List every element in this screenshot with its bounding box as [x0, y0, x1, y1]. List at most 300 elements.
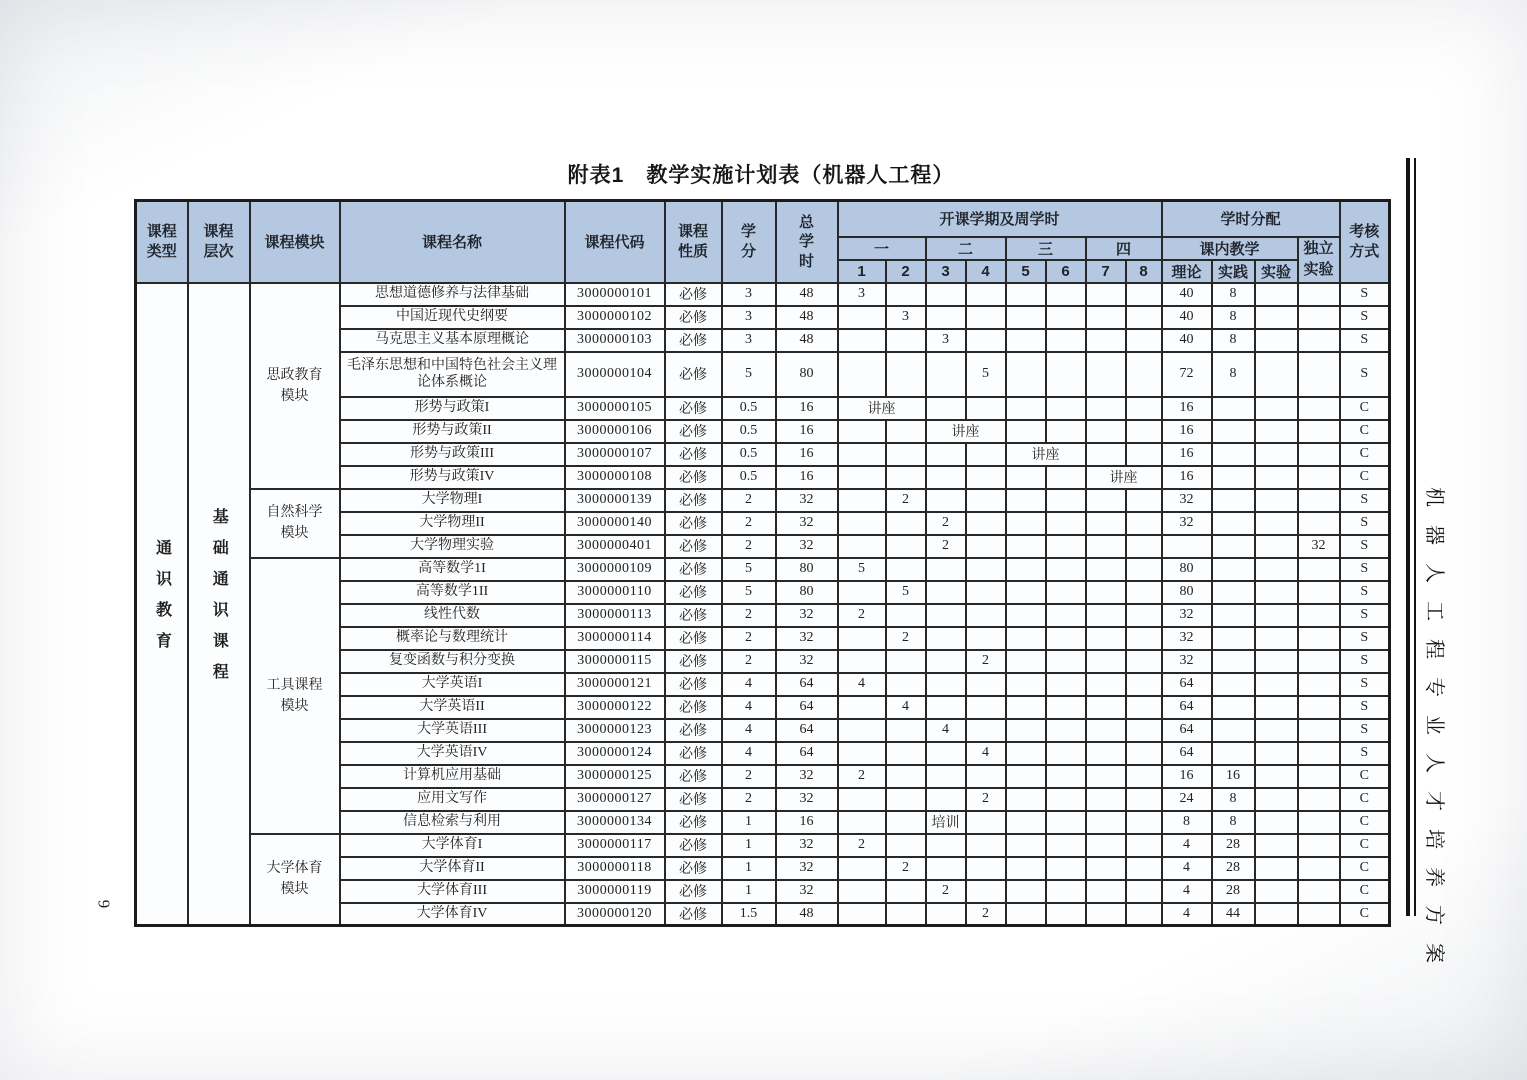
- table-body: [136, 283, 1390, 926]
- credits-cell: 0.5: [722, 443, 776, 466]
- header-experiment: 实验: [1255, 260, 1298, 283]
- semester-cell: [1006, 742, 1046, 765]
- assessment-cell: S: [1340, 306, 1390, 329]
- semester-cell: [1086, 306, 1126, 329]
- semester-cell: [1046, 742, 1086, 765]
- header-course-nature: [665, 201, 722, 283]
- practice-hours-cell: [1212, 604, 1255, 627]
- semester-cell: [1046, 857, 1086, 880]
- course-nature-cell: 必修: [665, 420, 722, 443]
- semester-cell: [1046, 558, 1086, 581]
- semester-cell: [966, 535, 1006, 558]
- semester-cell: [1046, 880, 1086, 903]
- semester-cell: [886, 604, 926, 627]
- practice-hours-cell: [1212, 627, 1255, 650]
- credits-cell: 0.5: [722, 420, 776, 443]
- semester-cell: [966, 880, 1006, 903]
- total-hours-cell: 32: [776, 535, 838, 558]
- practice-hours-cell: 28: [1212, 857, 1255, 880]
- semester-cell: [1006, 857, 1046, 880]
- semester-cell: [838, 420, 886, 443]
- semester-cell: [1126, 329, 1162, 352]
- course-nature-cell: 必修: [665, 765, 722, 788]
- semester-cell: [1006, 558, 1046, 581]
- semester-cell: [1006, 397, 1046, 420]
- course-name-cell: [340, 443, 565, 466]
- credits-cell: 5: [722, 352, 776, 397]
- semester-cell: [886, 535, 926, 558]
- credits-cell: 0.5: [722, 466, 776, 489]
- total-hours-cell: 48: [776, 283, 838, 306]
- semester-cell: [966, 283, 1006, 306]
- course-code-cell: 3000000108: [565, 466, 665, 489]
- independent-hours-cell: [1298, 283, 1340, 306]
- semester-cell: [886, 443, 926, 466]
- experiment-hours-cell: [1255, 352, 1298, 397]
- semester-cell: [1006, 420, 1046, 443]
- course-name-cell: [340, 420, 565, 443]
- header-week-2: 2: [886, 260, 926, 283]
- semester-cell: [838, 627, 886, 650]
- theory-hours-cell: 40: [1162, 306, 1212, 329]
- header-total-hours-text: 总学时: [798, 213, 814, 270]
- semester-cell: 2: [838, 834, 886, 857]
- semester-cell: [966, 673, 1006, 696]
- credits-cell: 4: [722, 696, 776, 719]
- semester-cell: [838, 329, 886, 352]
- course-name-cell-text: 形势与政策II: [412, 423, 492, 439]
- header-theory: 理论: [1162, 260, 1212, 283]
- course-code-cell: 3000000105: [565, 397, 665, 420]
- practice-hours-cell: 8: [1212, 352, 1255, 397]
- course-name-cell-text: 大学物理I: [421, 492, 483, 508]
- course-code-cell: 3000000117: [565, 834, 665, 857]
- practice-hours-cell: 8: [1212, 329, 1255, 352]
- semester-cell: 5: [886, 581, 926, 604]
- semester-cell: [1006, 489, 1046, 512]
- semester-cell: [886, 283, 926, 306]
- table-row: [136, 558, 1390, 581]
- course-name-cell-text: 复变函数与积分变换: [389, 653, 515, 669]
- header-independent-exp-text: 独立实验: [1303, 240, 1334, 278]
- semester-cell: 2: [886, 627, 926, 650]
- experiment-hours-cell: [1255, 880, 1298, 903]
- credits-cell: 4: [722, 673, 776, 696]
- independent-hours-cell: [1298, 581, 1340, 604]
- semester-cell: [838, 719, 886, 742]
- total-hours-cell: 80: [776, 352, 838, 397]
- header-course-code: 课程代码: [565, 201, 665, 283]
- course-name-cell: [340, 581, 565, 604]
- semester-cell: [838, 581, 886, 604]
- practice-hours-cell: [1212, 489, 1255, 512]
- course-name-cell: [340, 673, 565, 696]
- header-week-8: 8: [1126, 260, 1162, 283]
- header-week-5: 5: [1006, 260, 1046, 283]
- semester-cell: 3: [886, 306, 926, 329]
- course-name-cell-text: 概率论与数理统计: [396, 630, 508, 646]
- header-week-6: 6: [1046, 260, 1086, 283]
- header-course-type-text: 课程类型: [146, 222, 177, 260]
- total-hours-cell: 32: [776, 788, 838, 811]
- theory-hours-cell: 32: [1162, 650, 1212, 673]
- semester-cell: [886, 466, 926, 489]
- course-module-cell: [250, 489, 340, 558]
- independent-hours-cell: [1298, 443, 1340, 466]
- assessment-cell: C: [1340, 811, 1390, 834]
- semester-cell: [926, 558, 966, 581]
- header-credits: [722, 201, 776, 283]
- course-nature-cell: 必修: [665, 489, 722, 512]
- semester-cell: [1046, 696, 1086, 719]
- semester-cell: [1046, 512, 1086, 535]
- semester-cell: [1046, 535, 1086, 558]
- header-course-nature-text: 课程性质: [677, 222, 708, 260]
- assessment-cell: C: [1340, 420, 1390, 443]
- total-hours-cell: 16: [776, 811, 838, 834]
- course-nature-cell: 必修: [665, 443, 722, 466]
- course-name-cell-text: 形势与政策IV: [409, 469, 495, 485]
- course-nature-cell: 必修: [665, 352, 722, 397]
- course-code-cell: 3000000119: [565, 880, 665, 903]
- semester-cell: [966, 306, 1006, 329]
- semester-cell: 讲座: [838, 397, 926, 420]
- independent-hours-cell: [1298, 420, 1340, 443]
- semester-cell: [966, 581, 1006, 604]
- practice-hours-cell: [1212, 535, 1255, 558]
- semester-cell: [966, 329, 1006, 352]
- semester-cell: [1046, 329, 1086, 352]
- semester-cell: [926, 466, 966, 489]
- course-name-cell: [340, 352, 565, 397]
- independent-hours-cell: [1298, 329, 1340, 352]
- semester-cell: [838, 489, 886, 512]
- semester-cell: [838, 352, 886, 397]
- semester-cell: [926, 765, 966, 788]
- course-name-cell-text: 大学英语IV: [416, 745, 488, 761]
- total-hours-cell: 32: [776, 627, 838, 650]
- semester-cell: [926, 443, 966, 466]
- course-name-cell-text: 大学物理II: [419, 515, 485, 531]
- semester-cell: [886, 765, 926, 788]
- total-hours-cell: 32: [776, 857, 838, 880]
- course-code-cell: 3000000107: [565, 443, 665, 466]
- semester-cell: [1086, 283, 1126, 306]
- semester-cell: [838, 466, 886, 489]
- semester-cell: [886, 512, 926, 535]
- semester-cell: 5: [966, 352, 1006, 397]
- independent-hours-cell: [1298, 742, 1340, 765]
- theory-hours-cell: 24: [1162, 788, 1212, 811]
- course-code-cell: 3000000109: [565, 558, 665, 581]
- theory-hours-cell: 32: [1162, 489, 1212, 512]
- semester-cell: [838, 443, 886, 466]
- course-code-cell: 3000000401: [565, 535, 665, 558]
- credits-cell: 4: [722, 742, 776, 765]
- course-name-cell-text: 高等数学1I: [418, 561, 486, 577]
- semester-cell: [1086, 420, 1126, 443]
- credits-cell: 3: [722, 306, 776, 329]
- course-code-cell: 3000000104: [565, 352, 665, 397]
- assessment-cell: C: [1340, 765, 1390, 788]
- assessment-cell: S: [1340, 558, 1390, 581]
- assessment-cell: S: [1340, 283, 1390, 306]
- course-name-cell: [340, 880, 565, 903]
- semester-cell: [838, 788, 886, 811]
- experiment-hours-cell: [1255, 489, 1298, 512]
- practice-hours-cell: [1212, 742, 1255, 765]
- semester-cell: 2: [886, 489, 926, 512]
- experiment-hours-cell: [1255, 397, 1298, 420]
- course-nature-cell: 必修: [665, 857, 722, 880]
- credits-cell: 1.5: [722, 903, 776, 926]
- semester-cell: [1126, 443, 1162, 466]
- total-hours-cell: 64: [776, 719, 838, 742]
- semester-cell: 培训: [926, 811, 966, 834]
- course-name-cell: [340, 903, 565, 926]
- course-code-cell: 3000000125: [565, 765, 665, 788]
- semester-cell: [886, 719, 926, 742]
- course-nature-cell: 必修: [665, 535, 722, 558]
- total-hours-cell: 16: [776, 443, 838, 466]
- experiment-hours-cell: [1255, 558, 1298, 581]
- theory-hours-cell: 8: [1162, 811, 1212, 834]
- semester-cell: [966, 604, 1006, 627]
- course-code-cell: 3000000113: [565, 604, 665, 627]
- semester-cell: 2: [966, 650, 1006, 673]
- course-nature-cell: 必修: [665, 903, 722, 926]
- course-name-cell-text: 计算机应用基础: [403, 768, 501, 784]
- course-code-cell: 3000000140: [565, 512, 665, 535]
- semester-cell: [838, 696, 886, 719]
- assessment-cell: S: [1340, 512, 1390, 535]
- semester-cell: [1006, 765, 1046, 788]
- semester-cell: 2: [926, 512, 966, 535]
- course-nature-cell: 必修: [665, 627, 722, 650]
- semester-cell: [966, 719, 1006, 742]
- semester-cell: 讲座: [926, 420, 1006, 443]
- course-module-cell-text: 自然科学模块: [266, 505, 323, 541]
- semester-cell: [1046, 581, 1086, 604]
- semester-cell: [1046, 489, 1086, 512]
- assessment-cell: S: [1340, 719, 1390, 742]
- semester-cell: [926, 788, 966, 811]
- semester-cell: [1126, 696, 1162, 719]
- experiment-hours-cell: [1255, 306, 1298, 329]
- credits-cell: 0.5: [722, 397, 776, 420]
- semester-cell: [838, 512, 886, 535]
- total-hours-cell: 48: [776, 903, 838, 926]
- independent-hours-cell: [1298, 719, 1340, 742]
- semester-cell: [1046, 903, 1086, 926]
- assessment-cell: C: [1340, 880, 1390, 903]
- assessment-cell: S: [1340, 535, 1390, 558]
- experiment-hours-cell: [1255, 765, 1298, 788]
- course-code-cell: 3000000127: [565, 788, 665, 811]
- experiment-hours-cell: [1255, 535, 1298, 558]
- semester-cell: [1126, 420, 1162, 443]
- semester-cell: [1046, 765, 1086, 788]
- course-name-cell-text: 毛泽东思想和中国特色社会主义理论体系概论: [347, 357, 557, 390]
- semester-cell: [1086, 673, 1126, 696]
- total-hours-cell: 80: [776, 581, 838, 604]
- credits-cell: 2: [722, 604, 776, 627]
- course-code-cell: 3000000118: [565, 857, 665, 880]
- semester-cell: [1086, 880, 1126, 903]
- independent-hours-cell: [1298, 880, 1340, 903]
- course-name-cell: [340, 306, 565, 329]
- course-nature-cell: 必修: [665, 650, 722, 673]
- semester-cell: [1006, 696, 1046, 719]
- course-name-cell-text: 线性代数: [424, 607, 480, 623]
- semester-cell: [926, 604, 966, 627]
- semester-cell: [966, 558, 1006, 581]
- course-module-cell-text: 思政教育模块: [266, 367, 323, 404]
- course-name-cell-text: 大学英语III: [417, 722, 487, 738]
- semester-cell: [1086, 765, 1126, 788]
- total-hours-cell: 80: [776, 558, 838, 581]
- semester-cell: [1006, 581, 1046, 604]
- course-name-cell-text: 大学物理实验: [410, 538, 494, 554]
- table-title: 附表1 教学实施计划表（机器人工程）: [567, 164, 955, 187]
- experiment-hours-cell: [1255, 512, 1298, 535]
- course-name-cell-text: 大学英语II: [419, 699, 485, 715]
- independent-hours-cell: [1298, 558, 1340, 581]
- course-nature-cell: 必修: [665, 788, 722, 811]
- semester-cell: [1126, 489, 1162, 512]
- independent-hours-cell: [1298, 352, 1340, 397]
- total-hours-cell: 16: [776, 420, 838, 443]
- semester-cell: 4: [886, 696, 926, 719]
- semester-cell: 5: [838, 558, 886, 581]
- semester-cell: [1086, 489, 1126, 512]
- theory-hours-cell: 4: [1162, 903, 1212, 926]
- assessment-cell: C: [1340, 834, 1390, 857]
- semester-cell: 2: [838, 765, 886, 788]
- semester-cell: [1006, 673, 1046, 696]
- practice-hours-cell: 28: [1212, 834, 1255, 857]
- course-name-cell: [340, 558, 565, 581]
- header-course-type: [136, 201, 188, 283]
- total-hours-cell: 32: [776, 650, 838, 673]
- course-nature-cell: 必修: [665, 834, 722, 857]
- theory-hours-cell: 40: [1162, 329, 1212, 352]
- header-course-name: 课程名称: [340, 201, 565, 283]
- course-name-cell: [340, 397, 565, 420]
- course-name-cell: [340, 489, 565, 512]
- assessment-cell: S: [1340, 489, 1390, 512]
- header-total-hours: [776, 201, 838, 283]
- course-name-cell: [340, 604, 565, 627]
- assessment-cell: S: [1340, 329, 1390, 352]
- semester-cell: [926, 306, 966, 329]
- semester-cell: 3: [926, 329, 966, 352]
- semester-cell: 4: [926, 719, 966, 742]
- semester-cell: [1126, 765, 1162, 788]
- total-hours-cell: 16: [776, 466, 838, 489]
- semester-cell: [926, 489, 966, 512]
- theory-hours-cell: 32: [1162, 604, 1212, 627]
- assessment-cell: S: [1340, 650, 1390, 673]
- assessment-cell: S: [1340, 352, 1390, 397]
- independent-hours-cell: [1298, 627, 1340, 650]
- semester-cell: [926, 903, 966, 926]
- semester-cell: [886, 742, 926, 765]
- semester-cell: [926, 283, 966, 306]
- semester-cell: [1006, 788, 1046, 811]
- header-week-7: 7: [1086, 260, 1126, 283]
- semester-cell: [966, 765, 1006, 788]
- course-module-cell: [250, 834, 340, 926]
- semester-cell: [1126, 306, 1162, 329]
- theory-hours-cell: 80: [1162, 558, 1212, 581]
- header-semester-1: 一: [838, 237, 926, 260]
- practice-hours-cell: [1212, 696, 1255, 719]
- course-name-cell-text: 形势与政策III: [410, 446, 494, 462]
- course-name-cell: [340, 834, 565, 857]
- course-nature-cell: 必修: [665, 719, 722, 742]
- credits-cell: 3: [722, 283, 776, 306]
- semester-cell: [966, 627, 1006, 650]
- semester-cell: [1086, 834, 1126, 857]
- semester-cell: [1086, 742, 1126, 765]
- theory-hours-cell: 16: [1162, 466, 1212, 489]
- practice-hours-cell: [1212, 443, 1255, 466]
- course-nature-cell: 必修: [665, 604, 722, 627]
- course-name-cell-text: 应用文写作: [417, 791, 487, 807]
- semester-cell: [1046, 719, 1086, 742]
- independent-hours-cell: [1298, 788, 1340, 811]
- teaching-plan-table: [134, 199, 1391, 927]
- experiment-hours-cell: [1255, 329, 1298, 352]
- semester-cell: [1046, 650, 1086, 673]
- semester-cell: [1006, 627, 1046, 650]
- practice-hours-cell: [1212, 558, 1255, 581]
- experiment-hours-cell: [1255, 466, 1298, 489]
- semester-cell: [1126, 283, 1162, 306]
- assessment-cell: C: [1340, 397, 1390, 420]
- course-nature-cell: 必修: [665, 742, 722, 765]
- semester-cell: [1046, 811, 1086, 834]
- independent-hours-cell: [1298, 512, 1340, 535]
- semester-cell: 讲座: [1086, 466, 1162, 489]
- experiment-hours-cell: [1255, 857, 1298, 880]
- semester-cell: [1006, 512, 1046, 535]
- course-name-cell: [340, 719, 565, 742]
- binding-rule: [1406, 158, 1416, 916]
- independent-hours-cell: [1298, 811, 1340, 834]
- semester-cell: 2: [966, 903, 1006, 926]
- semester-cell: [1006, 535, 1046, 558]
- semester-cell: [1086, 627, 1126, 650]
- course-name-cell-text: 大学体育III: [417, 883, 487, 899]
- course-nature-cell: 必修: [665, 558, 722, 581]
- semester-cell: [838, 535, 886, 558]
- semester-cell: [1126, 397, 1162, 420]
- course-name-cell: [340, 788, 565, 811]
- course-name-cell: [340, 765, 565, 788]
- semester-cell: 2: [926, 535, 966, 558]
- semester-cell: [1086, 397, 1126, 420]
- course-code-cell: 3000000120: [565, 903, 665, 926]
- course-nature-cell: 必修: [665, 283, 722, 306]
- theory-hours-cell: 40: [1162, 283, 1212, 306]
- course-nature-cell: 必修: [665, 581, 722, 604]
- semester-cell: [1126, 742, 1162, 765]
- course-name-cell: [340, 696, 565, 719]
- practice-hours-cell: 8: [1212, 283, 1255, 306]
- assessment-cell: S: [1340, 581, 1390, 604]
